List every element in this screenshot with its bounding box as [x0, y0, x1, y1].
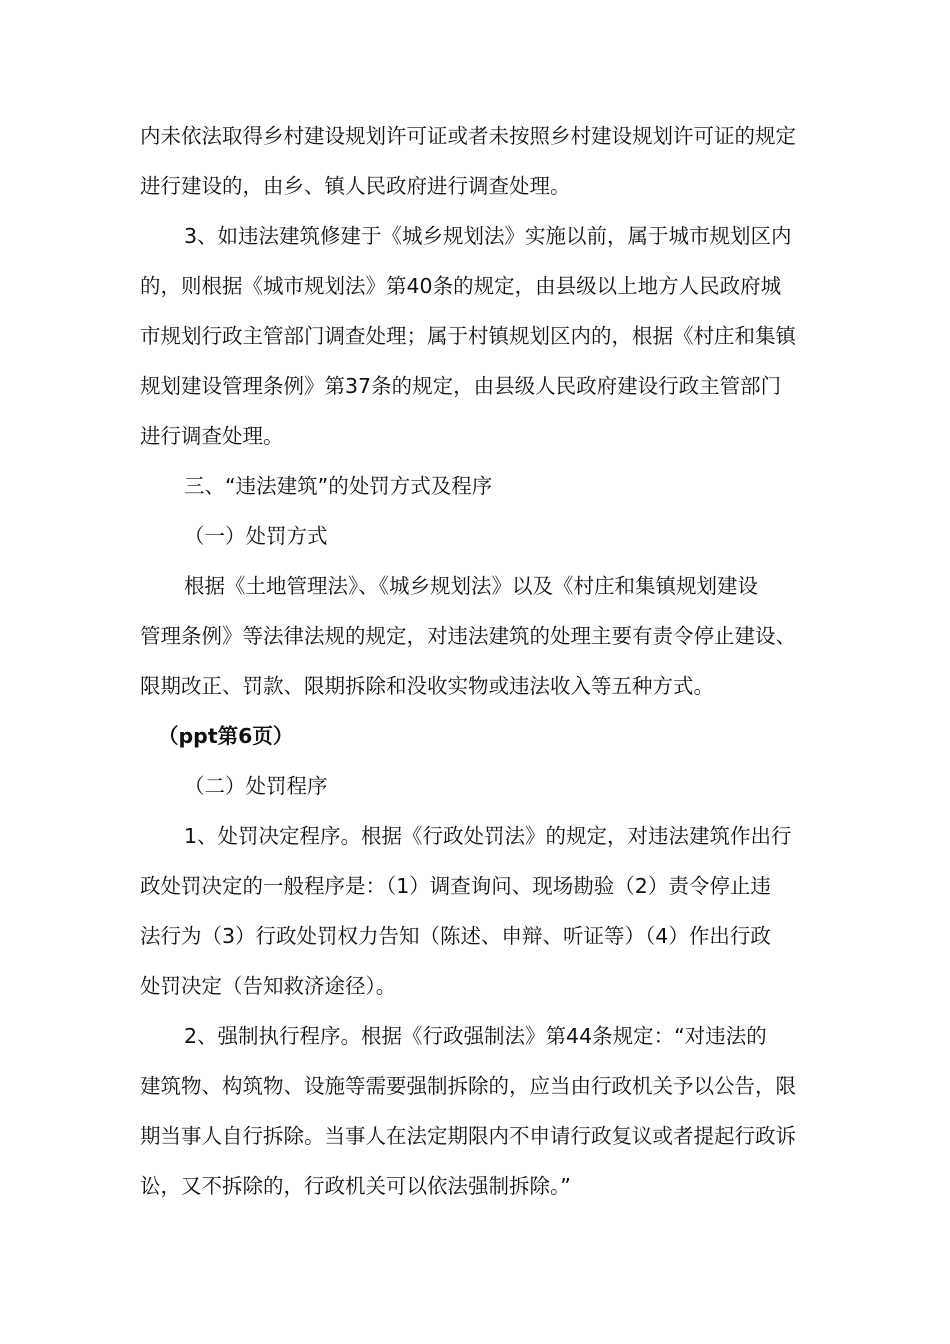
body-line: 期当事人自行拆除。当事人在法定期限内不申请行政复议或者提起行政诉 — [140, 1124, 796, 1148]
paragraph-first-line: 3、如违法建筑修建于《城乡规划法》实施以前，属于城市规划区内 — [184, 224, 792, 248]
subsection-heading: （一）处罚方式 — [184, 524, 328, 548]
body-line: 政处罚决定的一般程序是：（1）调查询问、现场勘验（2）责令停止违 — [140, 874, 771, 898]
body-line: 管理条例》等法律法规的规定，对违法建筑的处理主要有责令停止建设、 — [140, 624, 796, 648]
body-line: 市规划行政主管部门调查处理；属于村镇规划区内的，根据《村庄和集镇 — [140, 324, 796, 348]
body-line: 内未依法取得乡村建设规划许可证或者未按照乡村建设规划许可证的规定 — [140, 124, 796, 148]
body-line: 处罚决定（告知救济途径）。 — [140, 974, 397, 998]
slide-reference-note: （ppt第6页） — [158, 724, 294, 748]
body-line: 讼，又不拆除的，行政机关可以依法强制拆除。” — [140, 1174, 571, 1198]
body-line: 规划建设管理条例》第37条的规定，由县级人民政府建设行政主管部门 — [140, 374, 782, 398]
body-line: 法行为（3）行政处罚权力告知（陈述、申辩、听证等）（4）作出行政 — [140, 924, 771, 948]
subsection-heading: （二）处罚程序 — [184, 774, 328, 798]
body-line: 进行调查处理。 — [140, 424, 284, 448]
paragraph-first-line: 1、处罚决定程序。根据《行政处罚法》的规定，对违法建筑作出行 — [184, 824, 792, 848]
paragraph-first-line: 2、强制执行程序。根据《行政强制法》第44条规定：“对违法的 — [184, 1024, 767, 1048]
section-heading: 三、“违法建筑”的处罚方式及程序 — [184, 474, 493, 498]
paragraph-first-line: 根据《土地管理法》、《城乡规划法》以及《村庄和集镇规划建设 — [184, 574, 758, 598]
body-line: 限期改正、罚款、限期拆除和没收实物或违法收入等五种方式。 — [140, 674, 714, 698]
body-line: 的，则根据《城市规划法》第40条的规定，由县级以上地方人民政府城 — [140, 274, 782, 298]
body-line: 进行建设的，由乡、镇人民政府进行调查处理。 — [140, 174, 571, 198]
body-line: 建筑物、构筑物、设施等需要强制拆除的，应当由行政机关予以公告，限 — [140, 1074, 796, 1098]
